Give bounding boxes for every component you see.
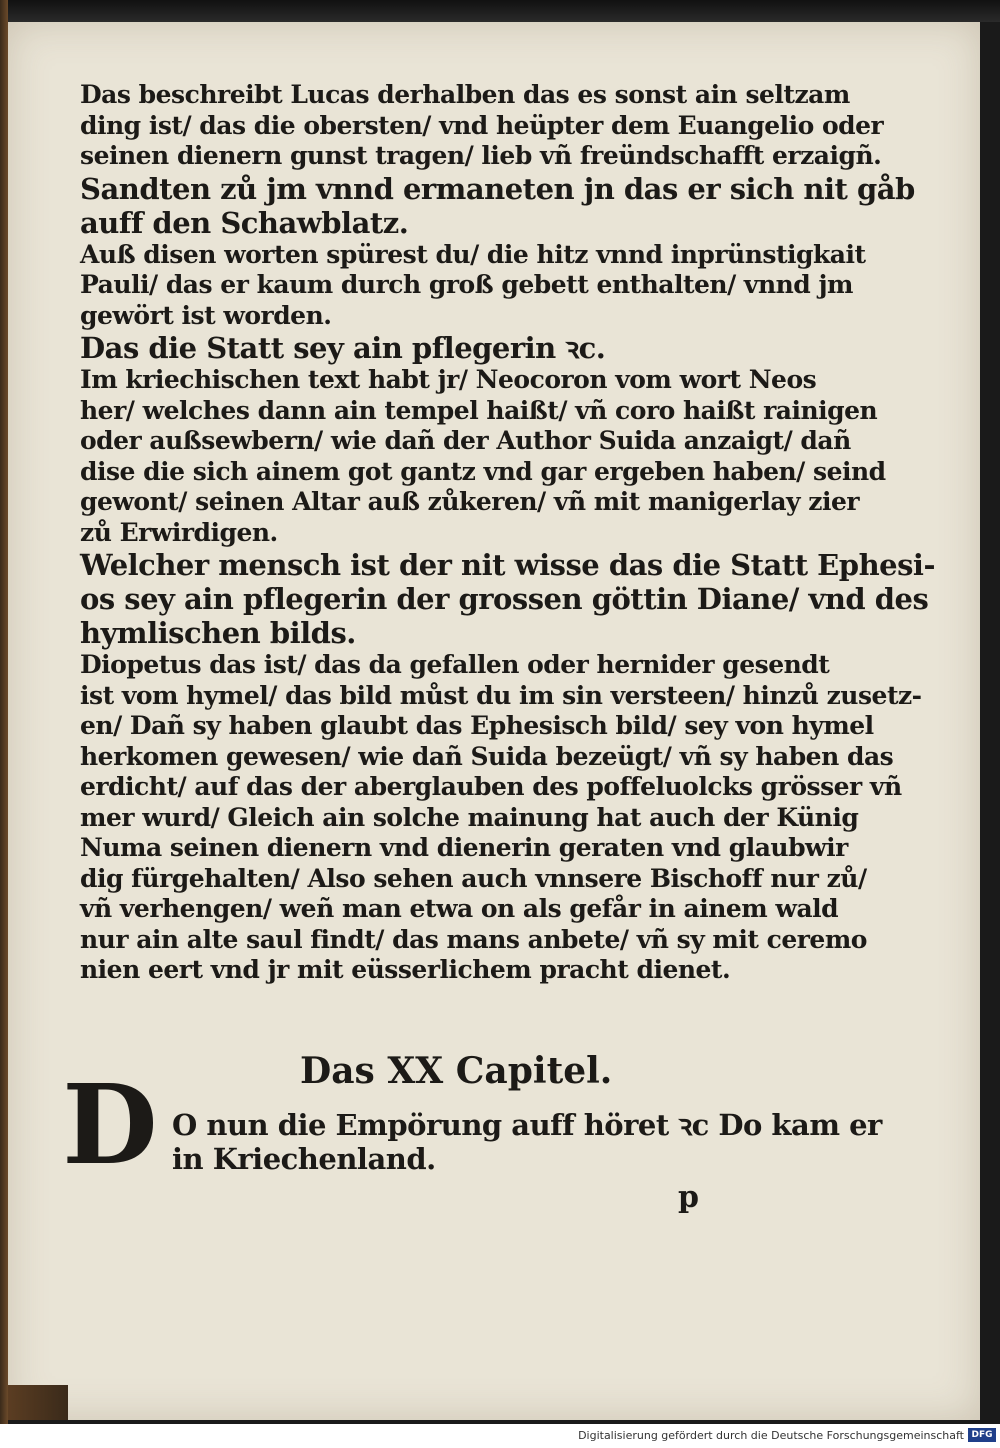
text-line: ding ist/ das die obersten/ vnd heüpter dem Euangelio oder [80, 110, 884, 140]
body-text [80, 80, 935, 986]
text-line: en/ Dañ sy haben glaubt das Ephesisch bild/ sey von hymel [80, 711, 874, 740]
text-line: auff den Schawblatz. [80, 205, 409, 240]
funding-credit: Digitalisierung gefördert durch die Deutsche Forschungsgemeinschaft [578, 1429, 964, 1442]
text-line: nien eert vnd jr mit eüsserlichem pracht dienet. [80, 955, 731, 984]
text-line: ist vom hymel/ das bild můst du im sin versteen/ hinzů zusetz- [80, 680, 922, 710]
text-line: Im kriechischen text habt jr/ Neocoron vom wort Neos [80, 365, 817, 394]
text-line: Diopetus das ist/ das da gefallen oder hernider gesendt [80, 650, 830, 679]
chapter-line-1: O nun die Empörung auff höret ꝛc Do kam er [172, 1108, 882, 1142]
text-line: Das die Statt sey ain pflegerin ꝛc. [80, 331, 606, 365]
decorated-initial: D [62, 1060, 158, 1189]
text-line: erdicht/ auf das der aberglauben des poffeluolcks grösser vñ [80, 772, 902, 801]
text-line: gewont/ seinen Altar auß zůkeren/ vñ mit manigerlay zier [80, 487, 860, 516]
footer-bar [0, 1424, 1000, 1448]
text-line: mer wurd/ Gleich ain solche mainung hat auch der Künig [80, 802, 859, 832]
chapter-heading: Das XX Capitel. [300, 1050, 613, 1092]
text-line: nur ain alte saul findt/ das mans anbete/ vñ sy mit ceremo [80, 924, 867, 954]
text-line: hymlischen bilds. [80, 616, 356, 650]
text-line: her/ welches dann ain tempel haißt/ vñ coro haißt rainigen [80, 395, 878, 425]
scan-corner [8, 1385, 68, 1420]
signature-mark: p [678, 1180, 699, 1215]
text-line: os sey ain pflegerin der grossen göttin Diane/ vnd des [80, 582, 929, 616]
text-line: oder außsewbern/ wie dañ der Author Suida anzaigt/ dañ [80, 426, 851, 455]
text-line: Pauli/ das er kaum durch groß gebett enthalten/ vnnd jm [80, 270, 853, 299]
text-line: herkomen gewesen/ wie dañ Suida bezeügt/ vñ sy haben das [80, 741, 894, 771]
scan-top-edge [0, 0, 1000, 22]
dfg-logo-icon: DFG [968, 1428, 996, 1442]
text-line: dise die sich ainem got gantz vnd gar ergeben haben/ seind [80, 456, 886, 486]
text-line: zů Erwirdigen. [80, 517, 278, 547]
text-line: Sandten zů jm vnnd ermaneten jn das er sich nit gåb [80, 171, 915, 206]
text-line: Auß disen worten spürest du/ die hitz vnnd inprünstigkait [80, 239, 866, 269]
text-line: Numa seinen dienern vnd dienerin geraten vnd glaubwir [80, 833, 848, 862]
chapter-opening [172, 1108, 882, 1176]
text-line: Das beschreibt Lucas derhalben das es sonst ain seltzam [80, 80, 850, 109]
text-line: vñ verhengen/ weñ man etwa on als gefår in ainem wald [80, 894, 839, 923]
text-line: gewört ist worden. [80, 300, 332, 330]
text-line: Welcher mensch ist der nit wisse das die Statt Ephesi- [80, 548, 935, 582]
scan-left-edge [0, 0, 8, 1448]
text-line: dig fürgehalten/ Also sehen auch vnnsere Bischoff nur zů/ [80, 863, 867, 893]
chapter-line-2: in Kriechenland. [172, 1142, 436, 1176]
text-line: seinen dienern gunst tragen/ lieb vñ freündschafft erzaigñ. [80, 141, 882, 170]
